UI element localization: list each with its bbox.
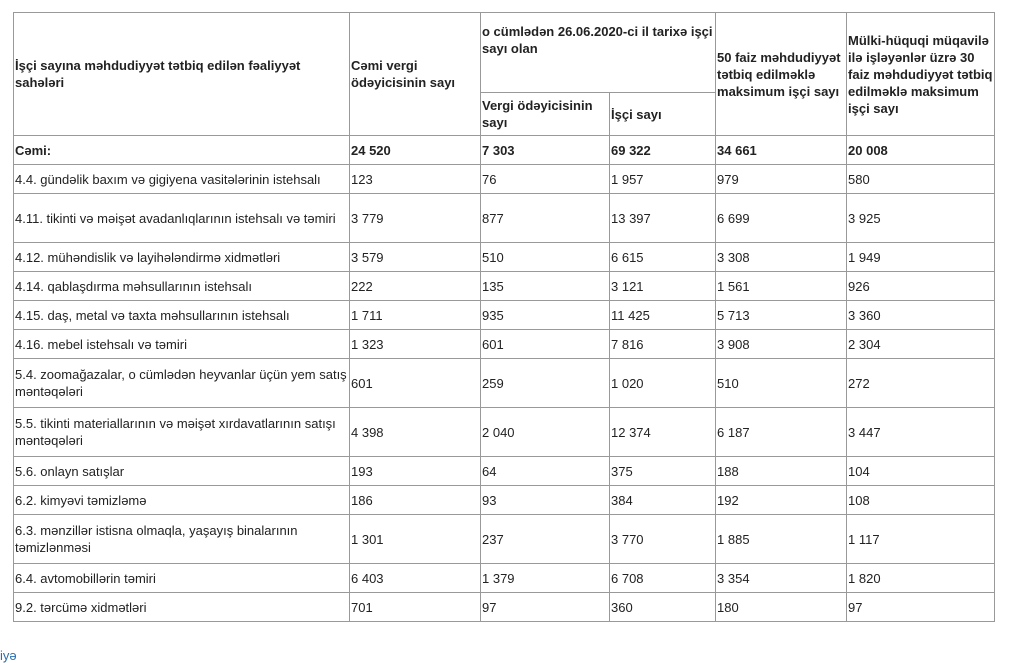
row-value: 192: [716, 486, 847, 515]
table-row: [14, 359, 995, 408]
table-row: [14, 272, 995, 301]
header-total-taxpayers: Cəmi vergi ödəyicisinin sayı: [350, 13, 481, 136]
row-label: 5.4. zoomağazalar, o cümlədən heyvanlar üçün yem satış məntəqələri: [14, 359, 350, 408]
row-value: 1 949: [847, 243, 995, 272]
row-value: 3 925: [847, 194, 995, 243]
row-value: 3 779: [350, 194, 481, 243]
row-value: 3 121: [610, 272, 716, 301]
row-value: 360: [610, 593, 716, 622]
table-row: [14, 330, 995, 359]
row-value: 12 374: [610, 408, 716, 457]
row-value: 1 957: [610, 165, 716, 194]
row-value: 97: [847, 593, 995, 622]
row-value: 13 397: [610, 194, 716, 243]
header-sub-taxpayers: Vergi ödəyicisinin sayı: [481, 93, 610, 136]
table-container: [13, 12, 995, 622]
header-group-employees: o cümlədən 26.06.2020-ci il tarixə işçi sayı olan: [481, 13, 716, 93]
row-label: 6.2. kimyəvi təmizləmə: [14, 486, 350, 515]
table-row: [14, 301, 995, 330]
row-value: 510: [716, 359, 847, 408]
row-value: 5 713: [716, 301, 847, 330]
row-value: 3 447: [847, 408, 995, 457]
total-value: 24 520: [350, 136, 481, 165]
row-value: 259: [481, 359, 610, 408]
row-label: 4.14. qablaşdırma məhsullarının istehsalı: [14, 272, 350, 301]
table-row: [14, 165, 995, 194]
row-value: 1 885: [716, 515, 847, 564]
row-value: 188: [716, 457, 847, 486]
row-label: 6.4. avtomobillərin təmiri: [14, 564, 350, 593]
row-value: 2 304: [847, 330, 995, 359]
row-value: 1 117: [847, 515, 995, 564]
table-row: [14, 408, 995, 457]
row-value: 4 398: [350, 408, 481, 457]
row-value: 510: [481, 243, 610, 272]
header-activity-sectors: İşçi sayına məhdudiyyət tətbiq edilən fəaliyyət sahələri: [14, 13, 350, 136]
row-value: 6 403: [350, 564, 481, 593]
total-value: 69 322: [610, 136, 716, 165]
row-value: 701: [350, 593, 481, 622]
total-value: 20 008: [847, 136, 995, 165]
row-value: 601: [350, 359, 481, 408]
row-label: 4.12. mühəndislik və layihələndirmə xidmətləri: [14, 243, 350, 272]
row-label: 5.5. tikinti materiallarının və məişət xırdavatlarının satışı məntəqələri: [14, 408, 350, 457]
footnote-link[interactable]: iyə: [0, 648, 17, 663]
row-value: 237: [481, 515, 610, 564]
row-value: 104: [847, 457, 995, 486]
row-value: 2 040: [481, 408, 610, 457]
row-value: 123: [350, 165, 481, 194]
row-value: 6 187: [716, 408, 847, 457]
row-value: 135: [481, 272, 610, 301]
row-value: 1 561: [716, 272, 847, 301]
row-value: 272: [847, 359, 995, 408]
table-row: [14, 593, 995, 622]
row-value: 580: [847, 165, 995, 194]
row-value: 93: [481, 486, 610, 515]
table-row: [14, 564, 995, 593]
row-label: 4.16. mebel istehsalı və təmiri: [14, 330, 350, 359]
row-label: 6.3. mənzillər istisna olmaqla, yaşayış binalarının təmizlənməsi: [14, 515, 350, 564]
header-sub-employees: İşçi sayı: [610, 93, 716, 136]
row-value: 1 323: [350, 330, 481, 359]
row-value: 222: [350, 272, 481, 301]
row-value: 3 308: [716, 243, 847, 272]
row-value: 979: [716, 165, 847, 194]
total-value: 7 303: [481, 136, 610, 165]
header-30-percent: Mülki-hüquqi müqavilə ilə işləyənlər üzrə 30 faiz məhdudiyyət tətbiq edilməklə maksimum işçi sayı: [847, 13, 995, 136]
row-value: 76: [481, 165, 610, 194]
total-value: 34 661: [716, 136, 847, 165]
row-value: 375: [610, 457, 716, 486]
row-value: 877: [481, 194, 610, 243]
row-value: 3 579: [350, 243, 481, 272]
table-row: [14, 194, 995, 243]
row-label: 4.11. tikinti və məişət avadanlıqlarının istehsalı və təmiri: [14, 194, 350, 243]
row-value: 64: [481, 457, 610, 486]
row-value: 108: [847, 486, 995, 515]
total-label: Cəmi:: [14, 136, 350, 165]
row-label: 4.15. daş, metal və taxta məhsullarının istehsalı: [14, 301, 350, 330]
row-value: 1 020: [610, 359, 716, 408]
row-value: 6 699: [716, 194, 847, 243]
row-value: 186: [350, 486, 481, 515]
row-value: 11 425: [610, 301, 716, 330]
table-row: [14, 243, 995, 272]
table-row: [14, 515, 995, 564]
row-value: 926: [847, 272, 995, 301]
row-value: 3 908: [716, 330, 847, 359]
row-label: 4.4. gündəlik baxım və gigiyena vasitələrinin istehsalı: [14, 165, 350, 194]
row-value: 935: [481, 301, 610, 330]
table-row: [14, 457, 995, 486]
row-value: 193: [350, 457, 481, 486]
row-value: 601: [481, 330, 610, 359]
table-row: [14, 486, 995, 515]
row-value: 6 708: [610, 564, 716, 593]
restrictions-table: [13, 12, 995, 622]
row-value: 3 354: [716, 564, 847, 593]
row-value: 3 770: [610, 515, 716, 564]
row-value: 6 615: [610, 243, 716, 272]
row-value: 1 820: [847, 564, 995, 593]
row-value: 97: [481, 593, 610, 622]
row-value: 1 711: [350, 301, 481, 330]
row-value: 180: [716, 593, 847, 622]
row-value: 1 379: [481, 564, 610, 593]
row-value: 7 816: [610, 330, 716, 359]
row-value: 3 360: [847, 301, 995, 330]
header-50-percent: 50 faiz məhdudiyyət tətbiq edilməklə maksimum işçi sayı: [716, 13, 847, 136]
row-label: 9.2. tərcümə xidmətləri: [14, 593, 350, 622]
row-value: 1 301: [350, 515, 481, 564]
row-label: 5.6. onlayn satışlar: [14, 457, 350, 486]
row-value: 384: [610, 486, 716, 515]
total-row: [14, 136, 995, 165]
